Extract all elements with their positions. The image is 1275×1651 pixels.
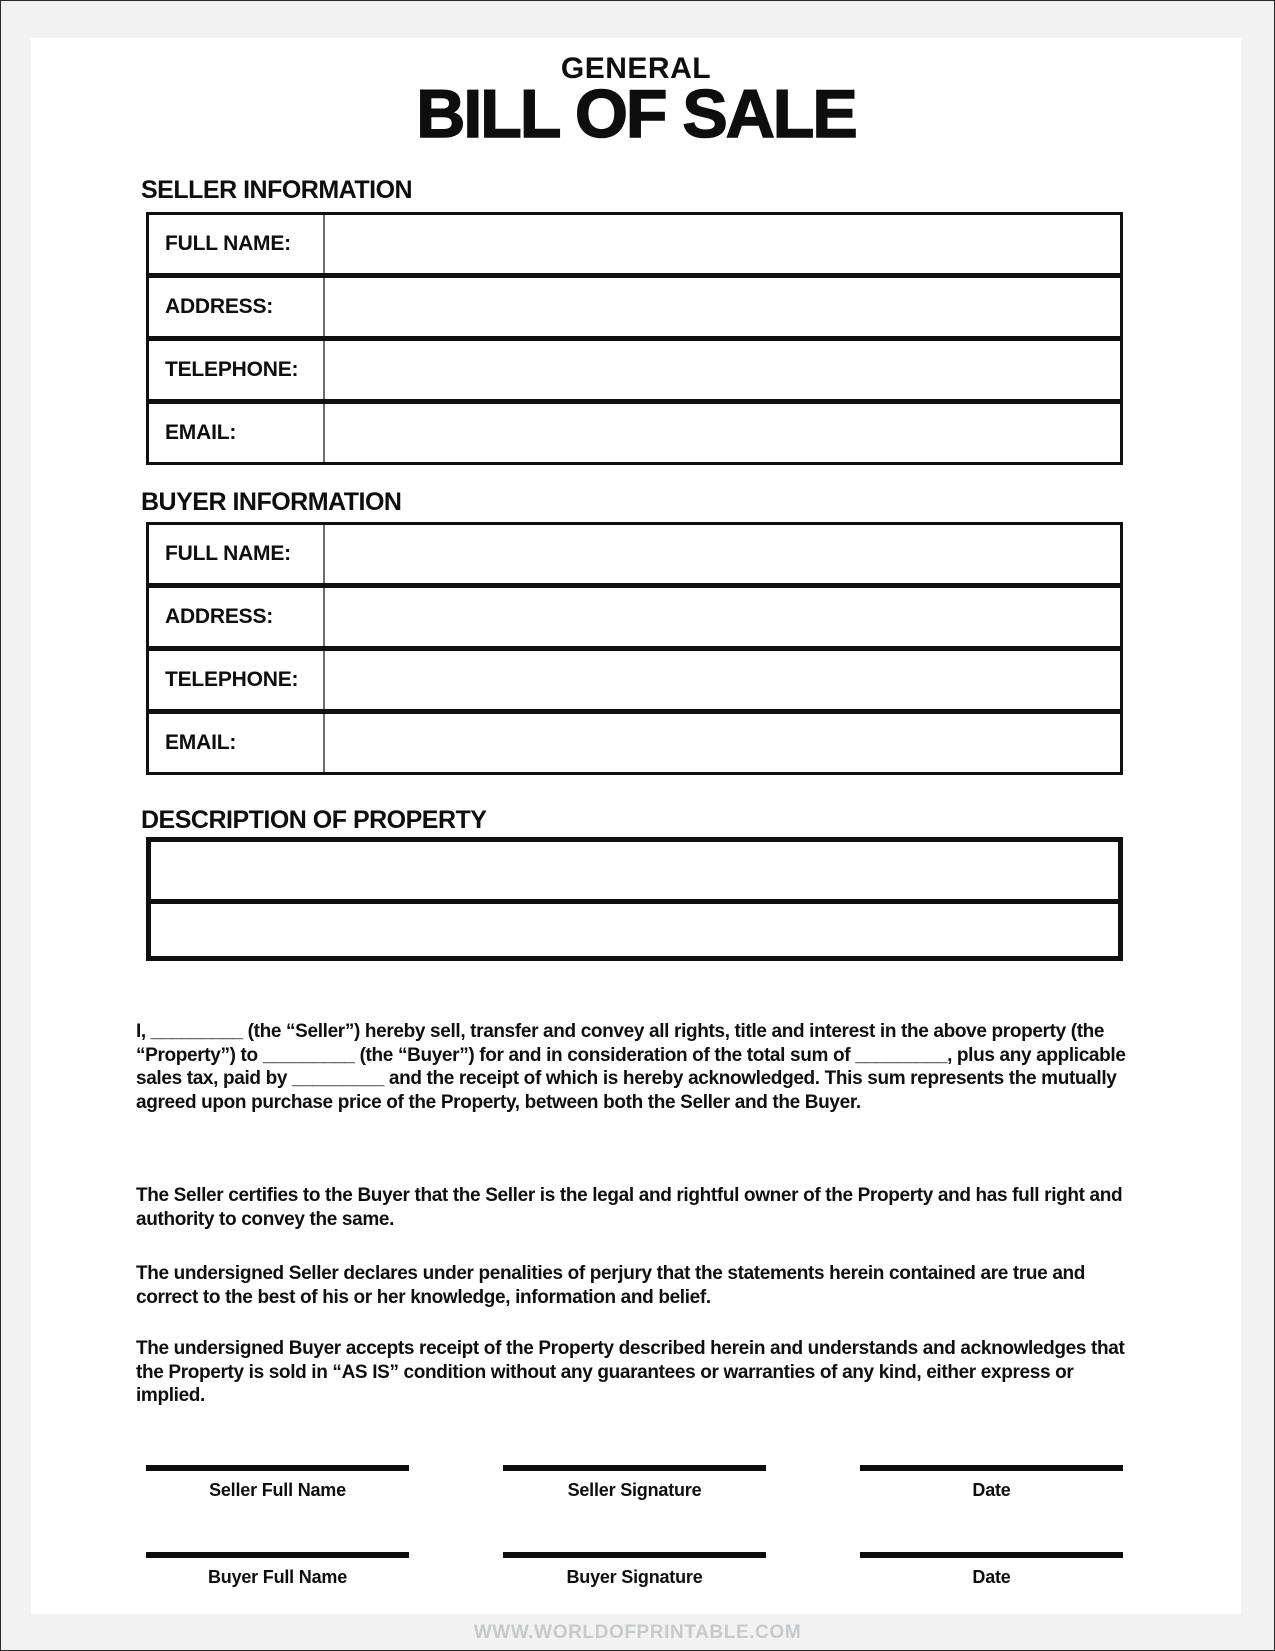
table-row	[149, 583, 1120, 646]
seller-signature-label: Seller Signature	[567, 1480, 702, 1500]
table-row	[149, 336, 1120, 399]
table-row	[149, 273, 1120, 336]
document-page	[31, 38, 1241, 1614]
seller-full-name-sig-label: Seller Full Name	[209, 1480, 346, 1500]
seller-info-table	[146, 212, 1123, 465]
table-row	[149, 215, 1120, 273]
buyer-date-line[interactable]	[860, 1552, 1123, 1558]
paragraph-sale-declaration: I, _________ (the “Seller”) hereby sell, transfer and convey all rights, title and interest in the above property (the “Property”) to _________ (the “Buyer”) for and in consideration of the total sum of _________, plus any applicable sales tax, paid by _________ and the receipt of which is hereby acknowledged. This sum represents the mutually agreed upon purchase price of the Property, between both the Seller and the Buyer.	[136, 1021, 1126, 1113]
seller-full-name-line[interactable]	[146, 1465, 409, 1471]
seller-full-name-field[interactable]	[325, 215, 1120, 273]
buyer-signature-line[interactable]	[503, 1552, 766, 1558]
buyer-email-label: EMAIL:	[149, 714, 325, 772]
buyer-email-field[interactable]	[325, 714, 1120, 772]
seller-full-name-label: FULL NAME:	[149, 215, 325, 273]
table-row	[149, 525, 1120, 583]
buyer-telephone-field[interactable]	[325, 651, 1120, 709]
seller-section-heading: SELLER INFORMATION	[141, 176, 413, 204]
seller-telephone-label: TELEPHONE:	[149, 341, 325, 399]
title-bill-of-sale: BILL OF SALE	[416, 76, 856, 152]
seller-date-block	[860, 1465, 1123, 1501]
title-general: GENERAL	[560, 52, 712, 85]
buyer-signature-block	[503, 1552, 766, 1588]
seller-date-label: Date	[972, 1480, 1011, 1500]
seller-email-field[interactable]	[325, 404, 1120, 462]
description-section-heading: DESCRIPTION OF PROPERTY	[141, 806, 487, 834]
buyer-signature-label: Buyer Signature	[566, 1567, 703, 1587]
footer-website-text: WWW.WORLDOFPRINTABLE.COM	[473, 1622, 802, 1643]
buyer-section-heading: BUYER INFORMATION	[141, 488, 402, 516]
property-description-field-line2[interactable]	[151, 904, 1118, 956]
buyer-full-name-field[interactable]	[325, 525, 1120, 583]
buyer-signature-row	[146, 1552, 1123, 1588]
seller-email-label: EMAIL:	[149, 404, 325, 462]
buyer-telephone-label: TELEPHONE:	[149, 651, 325, 709]
seller-signature-block	[503, 1465, 766, 1501]
seller-signature-row	[146, 1465, 1123, 1501]
buyer-full-name-label: FULL NAME:	[149, 525, 325, 583]
table-row	[149, 709, 1120, 772]
buyer-full-name-signature-block	[146, 1552, 409, 1588]
seller-full-name-signature-block	[146, 1465, 409, 1501]
buyer-full-name-line[interactable]	[146, 1552, 409, 1558]
table-row	[149, 646, 1120, 709]
buyer-info-table	[146, 522, 1123, 775]
table-row	[149, 399, 1120, 462]
buyer-date-block	[860, 1552, 1123, 1588]
paragraph-seller-certification: The Seller certifies to the Buyer that the Seller is the legal and rightful owner of the Property and has full right and authority to convey the same.	[136, 1185, 1123, 1230]
seller-address-label: ADDRESS:	[149, 278, 325, 336]
buyer-full-name-sig-label: Buyer Full Name	[207, 1567, 348, 1587]
property-description-field-line1[interactable]	[151, 842, 1118, 904]
buyer-date-label: Date	[972, 1567, 1011, 1587]
buyer-address-label: ADDRESS:	[149, 588, 325, 646]
paragraph-perjury-declaration: The undersigned Seller declares under penalities of perjury that the statements herein contained are true and correct to the best of his or her knowledge, information and belief.	[136, 1263, 1086, 1308]
seller-signature-line[interactable]	[503, 1465, 766, 1471]
seller-address-field[interactable]	[325, 278, 1120, 336]
seller-date-line[interactable]	[860, 1465, 1123, 1471]
seller-telephone-field[interactable]	[325, 341, 1120, 399]
buyer-address-field[interactable]	[325, 588, 1120, 646]
property-description-table	[146, 837, 1123, 961]
paragraph-as-is-acknowledgement: The undersigned Buyer accepts receipt of the Property described herein and understands and acknowledges that the Property is sold in “AS IS” condition without any guarantees or warranties of any kind, either express or implied.	[136, 1338, 1125, 1406]
